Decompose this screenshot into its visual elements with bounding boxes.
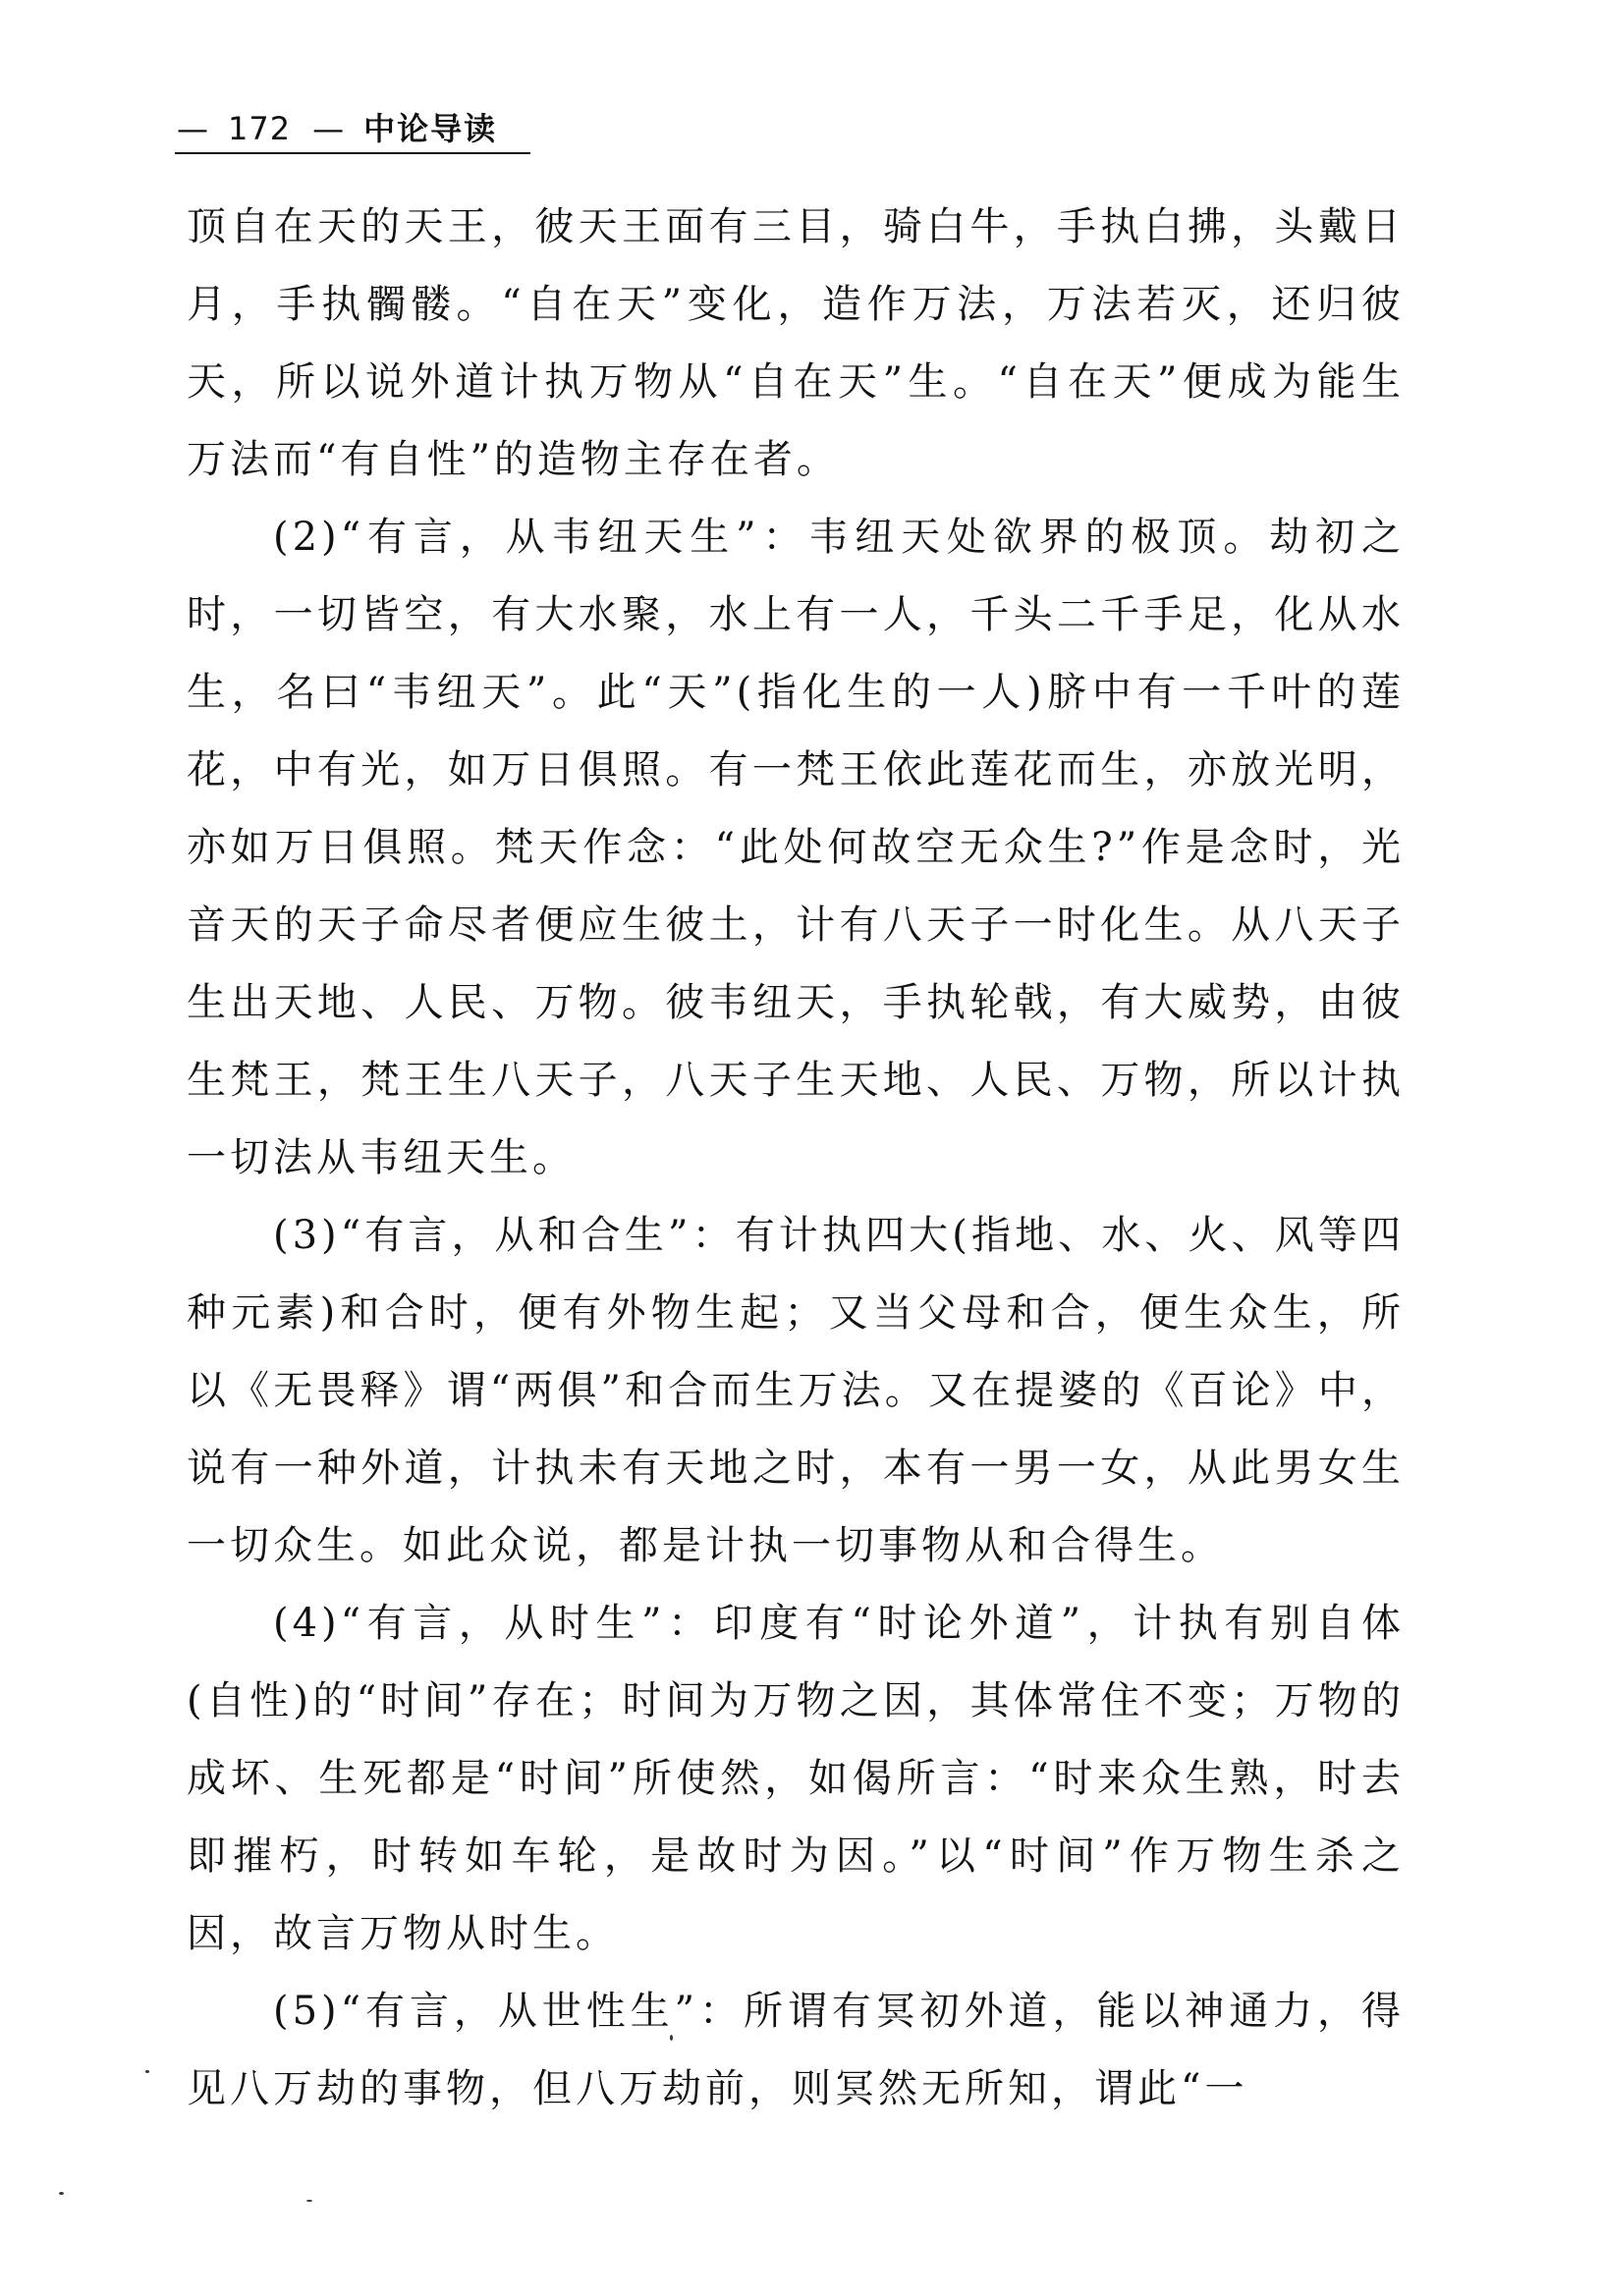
- scan-speck: [670, 2035, 673, 2041]
- page-number: 172: [228, 110, 292, 147]
- scan-speck: [145, 2070, 149, 2073]
- paragraph-vishnu: (2)“有言，从韦纽天生”：韦纽天处欲界的极顶。劫初之时，一切皆空，有大水聚，水上有一人，千头二千手足，化从水生，名曰“韦纽天”。此“天”(指化生的一人)脐中有一千叶的莲花，中有光，如万日俱照。有一梵王依此莲花而生，亦放光明，亦如万日俱照。梵天作念：“此处何故空无众生?”作是念时，光音天的天子命尽者便应生彼土，计有八天子一时化生。从八天子生出天地、人民、万物。彼韦纽天，手执轮戟，有大威势，由彼生梵王，梵王生八天子，八天子生天地、人民、万物，所以计执一切法从韦纽天生。: [187, 515, 1405, 1180]
- header-dash-left: —: [177, 110, 208, 147]
- paragraph-time: (4)“有言，从时生”：印度有“时论外道”，计执有别自体(自性)的“时间”存在；时间为万物之因，其体常住不变；万物的成坏、生死都是“时间”所使然，如偈所言：“时来众生熟，时去即摧朽，时转如车轮，是故时为因。”以“时间”作万物生杀之因，故言万物从时生。: [187, 1601, 1405, 1956]
- scan-speck: [306, 2200, 312, 2202]
- header-dash-right: —: [312, 110, 345, 147]
- paragraph-world-nature: (5)“有言，从世性生”：所谓有冥初外道，能以神通力，得见八万劫的事物，但八万劫前，则冥然无所知，谓此“一: [187, 1989, 1405, 2111]
- header-rule: [175, 152, 530, 154]
- running-header: [177, 106, 550, 151]
- paragraph-continued: 顶自在天的天王，彼天王面有三目，骑白牛，手执白拂，头戴日月，手执髑髅。“自在天”变化，造作万法，万法若灭，还归彼天，所以说外道计执万物从“自在天”生。“自在天”便成为能生万法而“有自性”的造物主存在者。: [187, 204, 1405, 482]
- book-title: 中论导读: [363, 110, 498, 147]
- body-text: [187, 189, 1405, 2128]
- paragraph-combination: (3)“有言，从和合生”：有计执四大(指地、水、火、风等四种元素)和合时，便有外物生起；又当父母和合，便生众生，所以《无畏释》谓“两俱”和合而生万法。又在提婆的《百论》中，说有一种外道，计执未有天地之时，本有一男一女，从此男女生一切众生。如此众说，都是计执一切事物从和合得生。: [187, 1213, 1405, 1568]
- scan-speck: [59, 2192, 64, 2195]
